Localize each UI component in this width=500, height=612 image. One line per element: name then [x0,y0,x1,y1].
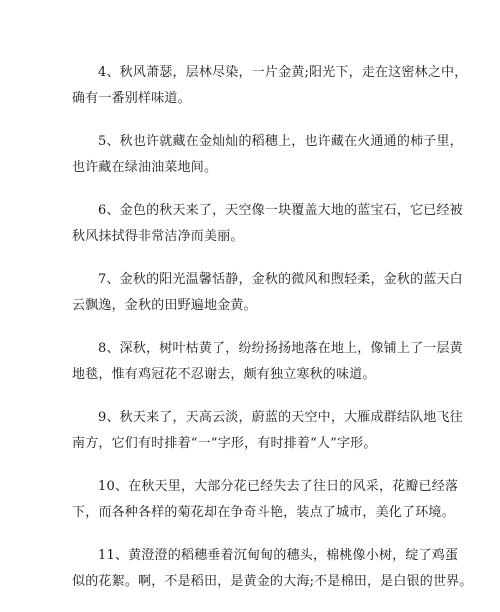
paragraph-item-6 [72,198,463,250]
paragraph-line: 也许藏在绿油油菜地间。 [72,160,218,175]
paragraph-line: 地毯，惟有鸡冠花不忍谢去，颇有独立寒秋的味道。 [72,367,376,382]
paragraph-line: 4、秋风萧瑟，层林尽染，一片金黄;阳光下，走在这密林之中， [98,65,468,80]
paragraph-line: 8、深秋，树叶枯黄了，纷纷扬扬地落在地上，像铺上了一层黄 [98,341,463,356]
paragraph-line: 10、在秋天里，大部分花已经失去了往日的风采，花瓣已经落 [98,479,459,494]
paragraph-item-5 [72,129,463,181]
paragraph-line: 9、秋天来了，天高云淡，蔚蓝的天空中，大雁成群结队地飞往 [98,410,463,425]
paragraph-line: 6、金色的秋天来了，天空像一块覆盖大地的蓝宝石，它已经被 [98,203,463,218]
paragraph-line: 下，而各种各样的菊花却在争奇斗艳，装点了城市，美化了环境。 [72,505,455,520]
paragraph-item-7 [72,267,463,319]
paragraph-item-9 [72,405,463,457]
paragraph-line: 南方，它们有时排着“一”字形，有时排着“人”字形。 [72,436,377,451]
paragraph-line: 11、黄澄澄的稻穗垂着沉甸甸的穗头，棉桃像小树，绽了鸡蛋 [98,548,459,563]
paragraph-line: 7、金秋的阳光温馨恬静，金秋的微风和煦轻柔，金秋的蓝天白 [98,272,463,287]
paragraph-item-11 [72,543,473,595]
paragraph-line: 确有一番别样味道。 [72,91,191,106]
paragraph-line: 秋风抹拭得非常洁净而美丽。 [72,229,244,244]
paragraph-item-10 [72,474,459,526]
paragraph-line: 似的花絮。啊，不是稻田，是黄金的大海;不是棉田，是白银的世界。 [72,574,473,589]
paragraph-line: 5、秋也许就藏在金灿灿的稻穗上，也许藏在火通通的柿子里， [98,134,463,149]
paragraph-item-8 [72,336,463,388]
paragraph-line: 云飘逸，金秋的田野遍地金黄。 [72,298,257,313]
paragraph-item-4 [72,60,468,112]
document-body [72,60,473,612]
